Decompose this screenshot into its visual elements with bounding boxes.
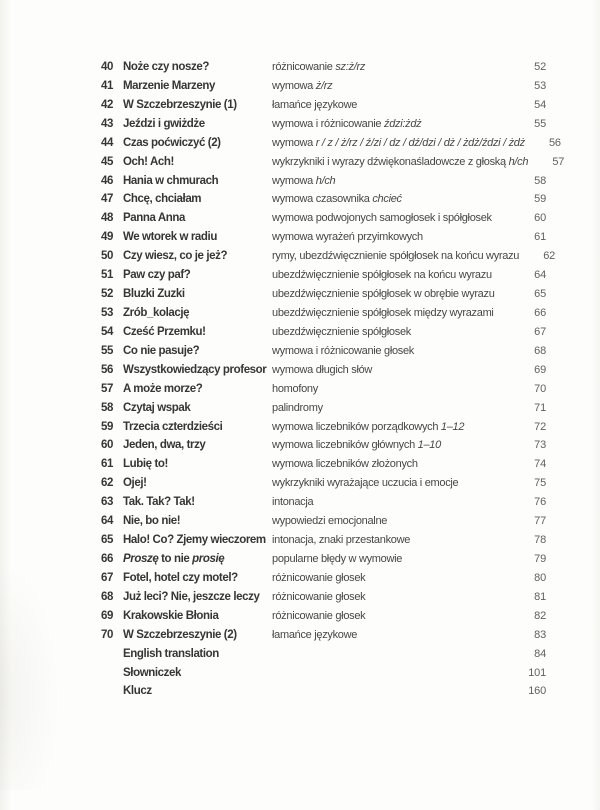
- lesson-title: [113, 228, 272, 247]
- italic-text: 1–12: [440, 420, 465, 433]
- lesson-title: [113, 247, 272, 266]
- page-number: 83: [534, 628, 546, 641]
- description-text: łamańce językowe: [272, 98, 358, 111]
- italic-text: sz:ż/rz: [335, 61, 366, 73]
- toc-row: [0, 342, 546, 361]
- title-text: Halo! Co? Zjemy wieczorem: [123, 534, 266, 547]
- toc-row: [0, 607, 546, 626]
- title-text: W Szczebrzeszynie (2): [123, 628, 237, 641]
- description-text: wymowa podwojonych samogłosek i spółgłosek: [272, 212, 492, 225]
- lesson-number: 65: [101, 534, 113, 547]
- toc-row: [0, 190, 546, 209]
- lesson-description: [272, 550, 510, 569]
- lesson-title: [113, 626, 272, 645]
- description-text: ubezdźwięcznienie spółgłosek między wyrazami: [272, 306, 494, 319]
- toc-row: [0, 493, 546, 512]
- title-text: Bluzki Zuzki: [123, 288, 185, 301]
- title-text: Marzenie Marzeny: [123, 79, 216, 92]
- lesson-number: 47: [101, 193, 113, 206]
- lesson-number: 69: [101, 609, 113, 622]
- title-text: Wszystkowiedzący profesor: [123, 363, 267, 376]
- lesson-number: 48: [101, 212, 113, 225]
- description-text: wymowa wyrażeń przyimkowych: [272, 231, 423, 244]
- lesson-description: [272, 266, 510, 285]
- page-number: 70: [534, 382, 546, 395]
- page-number: 56: [548, 136, 561, 149]
- title-text: Klucz: [123, 685, 152, 698]
- lesson-title: [113, 96, 272, 115]
- description-text: łamańce językowe: [272, 628, 358, 641]
- toc-row: [0, 436, 546, 455]
- lesson-number: 56: [101, 363, 113, 376]
- page-number: 68: [534, 344, 546, 357]
- title-text: W Szczebrzeszynie (1): [123, 98, 237, 111]
- title-text: Zrób_kolację: [123, 306, 190, 319]
- lesson-number: 45: [101, 155, 113, 168]
- lesson-title: [113, 380, 272, 399]
- lesson-title: [113, 418, 272, 437]
- title-text: Nie, bo nie!: [123, 515, 181, 528]
- lesson-number: 49: [101, 231, 113, 244]
- lesson-title: [113, 342, 272, 361]
- lesson-description: [272, 115, 510, 134]
- italic-text: h/ch: [315, 174, 336, 187]
- description-text: wymowa i różnicowanie: [272, 117, 384, 130]
- lesson-number: 63: [101, 496, 113, 509]
- title-text: Tak. Tak? Tak!: [123, 496, 195, 509]
- toc-row: [0, 153, 565, 172]
- lesson-title: [113, 645, 272, 664]
- lesson-title: [113, 455, 272, 474]
- lesson-number: 51: [101, 269, 113, 282]
- toc-row: [0, 399, 546, 418]
- page-number: 55: [534, 117, 546, 130]
- lesson-description: [272, 172, 510, 191]
- lesson-number: 42: [101, 98, 113, 111]
- lesson-number: 46: [101, 174, 113, 187]
- toc-row: [0, 209, 546, 228]
- lesson-description: [272, 682, 510, 701]
- toc-row: [0, 247, 556, 266]
- lesson-description: [272, 96, 510, 115]
- toc-row: [0, 682, 546, 701]
- toc-row: [0, 361, 546, 380]
- title-text: English translation: [123, 647, 219, 660]
- toc-row: [0, 531, 546, 550]
- page-number: 60: [534, 212, 546, 225]
- toc-row: [0, 474, 546, 493]
- description-text: wymowa: [272, 79, 316, 92]
- lesson-title: [113, 209, 272, 228]
- toc-row: [0, 228, 546, 247]
- page-number: 81: [534, 590, 546, 603]
- lesson-title: [113, 304, 272, 323]
- lesson-description: [272, 455, 510, 474]
- description-text: wykrzykniki i wyrazy dźwiękonaśladowcze z głoską: [272, 155, 509, 168]
- lesson-description: [272, 342, 510, 361]
- page-number: 76: [534, 496, 546, 509]
- lesson-description: [272, 664, 510, 683]
- page-number: 58: [534, 174, 546, 187]
- page-number: 77: [534, 515, 546, 528]
- toc-row: [0, 418, 546, 437]
- lesson-title: [113, 285, 272, 304]
- lesson-number: 70: [101, 628, 113, 641]
- page-number: 67: [534, 325, 546, 338]
- title-text: Czas poćwiczyć (2): [123, 136, 221, 149]
- lesson-title: [113, 77, 272, 96]
- lesson-description: [272, 247, 519, 266]
- lesson-number: 59: [101, 420, 113, 433]
- title-text: Słowniczek: [123, 666, 181, 679]
- title-text: We wtorek w radiu: [123, 231, 217, 244]
- lesson-description: [272, 285, 510, 304]
- italic-text: r / z / ż/rz / ź/zi / dz / dź/dzi / dż / żdż/ździ / żdż: [315, 136, 525, 149]
- description-text: wymowa liczebników złożonych: [272, 458, 418, 471]
- title-text: A może morze?: [123, 382, 203, 395]
- page-number: 79: [534, 552, 546, 565]
- description-text: ubezdźwięcznienie spółgłosek na końcu wyrazu: [272, 269, 492, 282]
- description-text: różnicowanie: [272, 61, 336, 73]
- lesson-description: [272, 304, 510, 323]
- description-text: wymowa liczebników głównych: [272, 439, 418, 452]
- lesson-number: 52: [101, 288, 113, 301]
- page-number: 71: [534, 401, 546, 414]
- lesson-title: [113, 607, 272, 626]
- lesson-number: 66: [101, 552, 113, 565]
- page-number: 59: [534, 193, 546, 206]
- page-number: 101: [528, 666, 546, 679]
- description-text: ubezdźwięcznienie spółgłosek: [272, 325, 411, 338]
- lesson-number: 64: [101, 515, 113, 528]
- scan-artifact-right-edge: [590, 0, 600, 810]
- page-number: 52: [534, 61, 546, 73]
- toc-row: [0, 304, 546, 323]
- lesson-number: 68: [101, 590, 113, 603]
- lesson-number: 55: [101, 344, 113, 357]
- toc-row: [0, 77, 546, 96]
- description-text: wymowa długich słów: [272, 363, 373, 376]
- lesson-description: [272, 228, 510, 247]
- page-number: 160: [528, 685, 546, 698]
- lesson-description: [272, 588, 510, 607]
- lesson-description: [272, 474, 510, 493]
- toc-row: [0, 512, 546, 531]
- title-text: Czytaj wspak: [123, 401, 191, 414]
- toc-row: [0, 58, 546, 77]
- italic-text: ździ:żdż: [384, 117, 422, 130]
- lesson-description: [272, 512, 510, 531]
- lesson-title: [113, 115, 272, 134]
- description-text: wymowa: [272, 174, 316, 187]
- description-text: wymowa liczebników porządkowych: [272, 420, 441, 433]
- lesson-title: [113, 153, 272, 172]
- page-number: 73: [534, 439, 546, 452]
- page-number: 54: [534, 98, 546, 111]
- lesson-number: [0, 645, 113, 664]
- lesson-description: [272, 645, 510, 664]
- title-text: Co nie pasuje?: [123, 344, 200, 357]
- lesson-number: 44: [101, 136, 113, 149]
- lesson-number: 54: [101, 325, 113, 338]
- toc-row: [0, 115, 546, 134]
- lesson-title: [113, 134, 272, 153]
- lesson-number: 60: [101, 439, 113, 452]
- lesson-description: [272, 569, 510, 588]
- description-text: wymowa i różnicowanie głosek: [272, 344, 414, 357]
- lesson-title: [113, 266, 272, 285]
- page-number: 65: [534, 288, 546, 301]
- description-text: wykrzykniki wyrażające uczucia i emocje: [272, 477, 459, 490]
- lesson-title: [113, 550, 272, 569]
- lesson-description: [272, 58, 510, 77]
- lesson-title: [113, 399, 272, 418]
- toc-row: [0, 550, 546, 569]
- lesson-number: 43: [101, 117, 113, 130]
- title-text: Już leci? Nie, jeszcze leczy: [123, 590, 260, 603]
- description-text: intonacja, znaki przestankowe: [272, 534, 411, 547]
- title-text: Jeździ i gwiżdże: [123, 117, 205, 130]
- page-number: 74: [534, 458, 546, 471]
- lesson-title: [113, 512, 272, 531]
- page-number: 66: [534, 306, 546, 319]
- lesson-title: [113, 323, 272, 342]
- title-text: Panna Anna: [123, 212, 186, 225]
- description-text: wypowiedzi emocjonalne: [272, 515, 388, 528]
- lesson-description: [272, 493, 510, 512]
- title-text: Fotel, hotel czy motel?: [123, 571, 238, 584]
- title-text: Jeden, dwa, trzy: [123, 439, 206, 452]
- lesson-description: [272, 361, 510, 380]
- lesson-title: [113, 588, 272, 607]
- lesson-number: 41: [101, 79, 113, 92]
- toc-row: [0, 266, 546, 285]
- lesson-number: 67: [101, 571, 113, 584]
- page-number: 84: [534, 647, 546, 660]
- lesson-number: 61: [101, 458, 113, 471]
- page-number: 72: [534, 420, 546, 433]
- toc-row: [0, 645, 546, 664]
- title-text: Lubię to!: [123, 458, 168, 471]
- lesson-description: [272, 190, 510, 209]
- lesson-description: [272, 209, 510, 228]
- lesson-description: [272, 134, 525, 153]
- toc-row: [0, 588, 546, 607]
- description-text: wymowa czasownika: [272, 193, 373, 206]
- lesson-description: [272, 418, 510, 437]
- description-text: rymy, ubezdźwięcznienie spółgłosek na końcu wyrazu: [272, 250, 520, 263]
- lesson-title: [113, 361, 272, 380]
- lesson-title: [113, 664, 272, 683]
- lesson-description: [272, 77, 510, 96]
- title-text: Hania w chmurach: [123, 174, 219, 187]
- toc-row: [0, 323, 546, 342]
- page-number: 82: [534, 609, 546, 622]
- description-text: homofony: [272, 382, 318, 395]
- description-text: różnicowanie głosek: [272, 609, 366, 622]
- italic-text: Proszę: [123, 552, 159, 565]
- lesson-title: [113, 190, 272, 209]
- page-number: 80: [534, 571, 546, 584]
- toc-row: [0, 285, 546, 304]
- description-text: wymowa: [272, 136, 316, 149]
- title-text: Och! Ach!: [123, 155, 174, 168]
- lesson-number: [0, 682, 113, 701]
- description-text: intonacja: [272, 496, 314, 509]
- lesson-description: [272, 380, 510, 399]
- toc-row: [0, 664, 546, 683]
- description-text: palindromy: [272, 401, 323, 414]
- lesson-title: [113, 436, 272, 455]
- page-number: 53: [534, 79, 546, 92]
- title-text: Cześć Przemku!: [123, 325, 206, 338]
- lesson-number: 57: [101, 382, 113, 395]
- title-text: Krakowskie Błonia: [123, 609, 219, 622]
- title-text: Noże czy nosze?: [123, 61, 210, 73]
- toc-row: [0, 134, 561, 153]
- lesson-number: 62: [101, 477, 113, 490]
- lesson-number: 40: [101, 61, 113, 73]
- lesson-number: 53: [101, 306, 113, 319]
- lesson-description: [272, 531, 510, 550]
- italic-text: ż/rz: [315, 79, 333, 92]
- italic-text: 1–10: [417, 439, 441, 452]
- lesson-number: 50: [101, 250, 113, 263]
- page-number: 69: [534, 363, 546, 376]
- lesson-title: [113, 682, 272, 701]
- lesson-title: [113, 531, 272, 550]
- lesson-number: 58: [101, 401, 113, 414]
- toc-row: [0, 380, 546, 399]
- lesson-title: [113, 474, 272, 493]
- lesson-description: [272, 607, 510, 626]
- lesson-description: [272, 436, 510, 455]
- italic-text: chcieć: [372, 193, 402, 206]
- lesson-title: [113, 58, 272, 77]
- lesson-title: [113, 172, 272, 191]
- page-number: 62: [543, 250, 556, 263]
- description-text: popularne błędy w wymowie: [272, 552, 403, 565]
- description-text: różnicowanie głosek: [272, 571, 366, 584]
- page-number: 57: [552, 155, 565, 168]
- toc-row: [0, 172, 546, 191]
- toc-row: [0, 96, 546, 115]
- description-text: różnicowanie głosek: [272, 590, 366, 603]
- title-text: Czy wiesz, co je jeż?: [123, 250, 228, 263]
- lesson-title: [113, 569, 272, 588]
- toc-row: [0, 569, 546, 588]
- toc-row: [0, 455, 546, 474]
- description-text: ubezdźwięcznienie spółgłosek w obrębie wyrazu: [272, 288, 495, 301]
- lesson-description: [272, 153, 528, 172]
- italic-text: h/ch: [508, 155, 529, 168]
- toc-row: [0, 626, 546, 645]
- lesson-description: [272, 323, 510, 342]
- title-text: Paw czy paf?: [123, 269, 191, 282]
- lesson-title: [113, 493, 272, 512]
- lesson-description: [272, 626, 510, 645]
- page-number: 61: [534, 231, 546, 244]
- title-text: to nie: [158, 552, 193, 565]
- title-text: Ojej!: [123, 477, 147, 490]
- lesson-description: [272, 399, 510, 418]
- page-number: 78: [534, 534, 546, 547]
- page-number: 75: [534, 477, 546, 490]
- title-text: Trzecia czterdzieści: [123, 420, 223, 433]
- title-text: Chcę, chciałam: [123, 193, 202, 206]
- page-number: 64: [534, 269, 546, 282]
- italic-text: prosię: [192, 552, 225, 565]
- lesson-number: [0, 664, 113, 683]
- toc-list: [0, 58, 565, 701]
